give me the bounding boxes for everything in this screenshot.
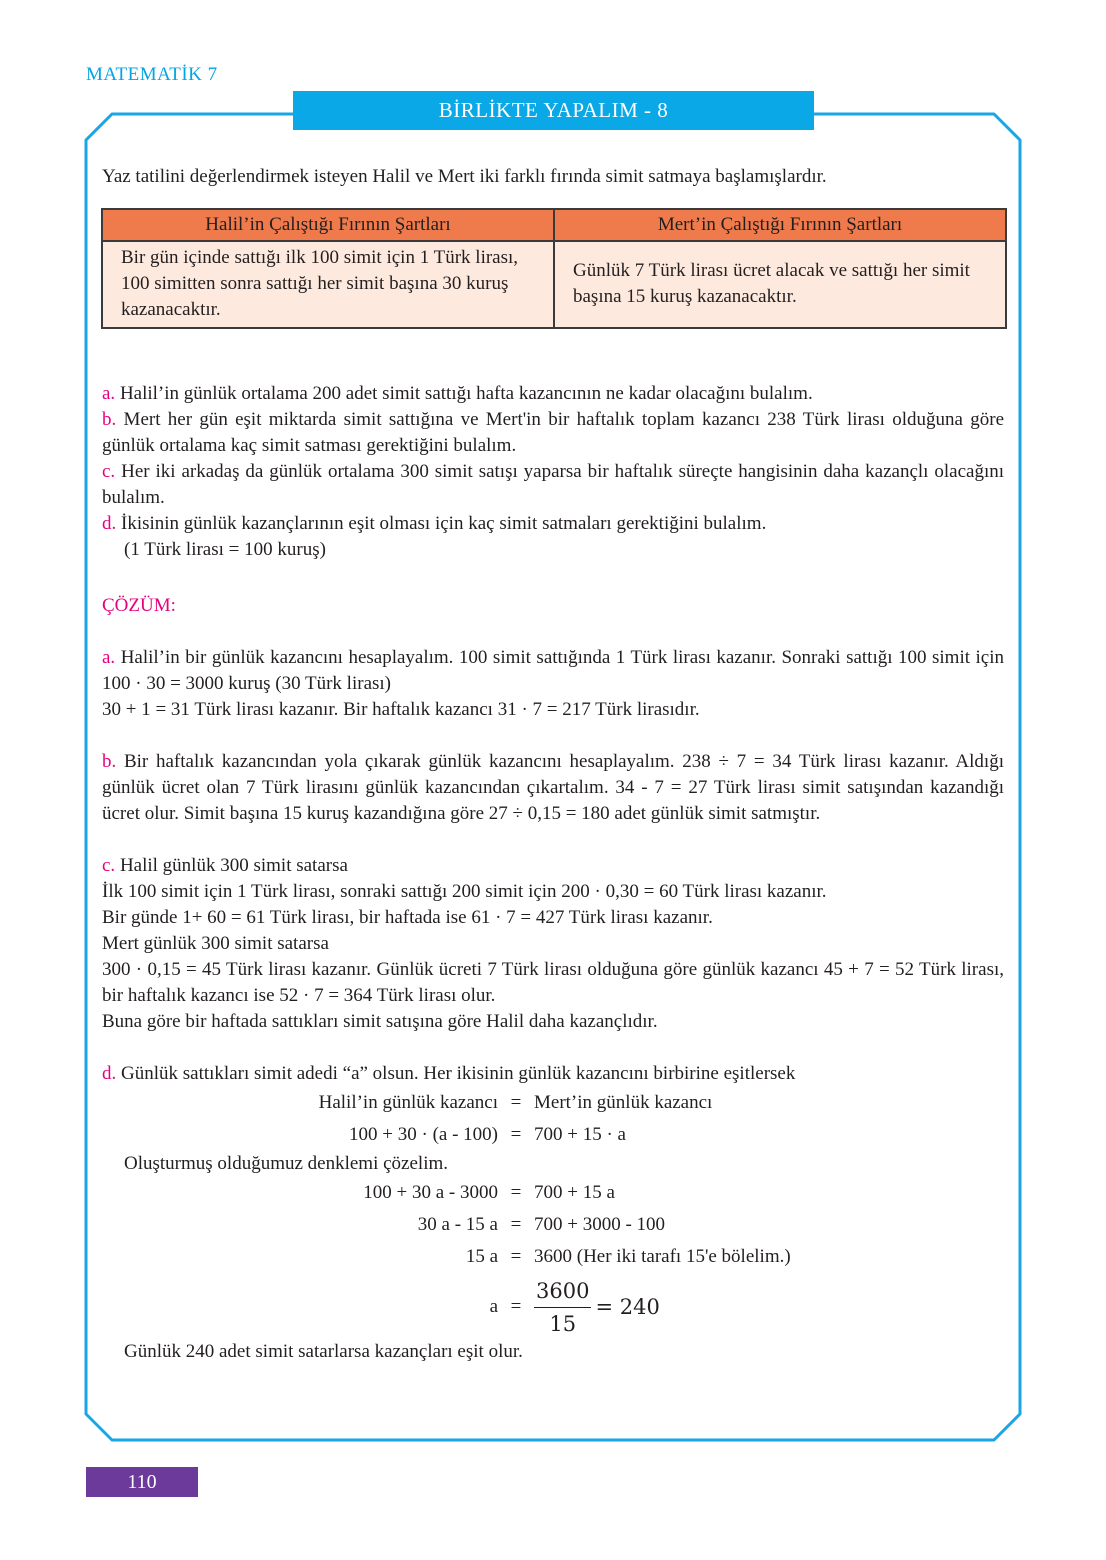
question-a: a. Halil’in günlük ortalama 200 adet simit sattığı hafta kazancının ne kadar olacağını bulalım. — [102, 383, 813, 404]
question-c: c. Her iki arkadaş da günlük ortalama 300 simit satışı yaparsa bir haftalık süreçte hangisinin daha kazançlı olacağını bulalım. — [102, 461, 1004, 508]
table-cell-mert: Günlük 7 Türk lirası ücret alacak ve sattığı her simit başına 15 kuruş kazanacaktır. — [554, 241, 1006, 328]
equation-row: 15 a = 3600 (Her iki tarafı 15'e bölelim.) — [465, 1246, 791, 1267]
equation-row: 30 a - 15 a = 700 + 3000 - 100 — [417, 1214, 666, 1235]
question-d: d. İkisinin günlük kazançlarının eşit olması için kaç simit satmaları gerektiğini bulalım. — [102, 513, 767, 534]
equation-row: 100 + 30 · (a - 100) = 700 + 15 · a — [349, 1124, 626, 1145]
solution-c: c. Halil günlük 300 simit satarsa İlk 100 simit için 1 Türk lirası, sonraki sattığı 200 simit için 200 · 0,30 = 60 Türk lirası kazanır. Bir günde 1+ 60 = 61 Türk lirası, bir haftada ise 61 · 7 = 427 Türk lirası kazanır. Mert günlük 300 simit satarsa 300 · 0,15 = 45 Türk lirası kazanır. Günlük ücreti 7 Türk lirası olduğuna göre günlük kazancı 45 + 7 = 52 Türk lirası, bir haftalık kazancı ise 52 · 7 = 364 Türk lirası olur. Buna göre bir haftada sattıkları simit satışına göre Halil daha kazançlıdır. — [102, 855, 1004, 1032]
equation-row: 100 + 30 a - 3000 = 700 + 15 a — [363, 1182, 615, 1203]
solution-a: a. Halil’in bir günlük kazancını hesaplayalım. 100 simit sattığında 1 Türk lirası kazanır. Sonraki sattığı 100 simit için 100 · 30 = 3000 kuruş (30 Türk lirası) 30 + 1 = 31 Türk lirası kazanır. Bir haftalık kazancı 31 · 7 = 217 Türk lirasıdır. — [102, 647, 1004, 720]
solution-d: d. Günlük sattıkları simit adedi “a” olsun. Her ikisinin günlük kazancını birbirine eşitlersek Halil’in günlük kazancı = Mert’in günlük kazancı 100 + 30 · (a - 100) = 700 + 15 · a Oluşturmuş olduğumuz denklemi çözelim. 100 + 30 a - 3000 = 700 + 15 a 30 a - 15 a = 700 + 3000 - 100 15 a = 3600 (Her iki tarafı 15'e bölelim.) a = $\frac{3600}{15}$ = 240 Günlük 240 adet simit satarlarsa kazançları eşit olur. — [102, 1061, 1004, 1365]
page-content — [102, 164, 1004, 1365]
question-b: b. Mert her gün eşit miktarda simit sattığına ve Mert'in bir haftalık toplam kazancı 238 Türk lirası olduğuna göre günlük ortalama kaç simit satması gerektiğini bulalım. — [102, 409, 1005, 456]
book-title: MATEMATİK 7 — [86, 64, 218, 85]
unit-note: (1 Türk lirası = 100 kuruş) — [124, 539, 326, 560]
table-header-halil: Halil’in Çalıştığı Fırının Şartları — [102, 209, 554, 241]
table-cell-halil: Bir gün içinde sattığı ilk 100 simit için 1 Türk lirası, 100 simitten sonra sattığı her simit başına 30 kuruş kazanacaktır. — [102, 241, 554, 328]
equation-row: Halil’in günlük kazancı = Mert’in günlük kazancı — [318, 1092, 713, 1113]
table-header-mert: Mert’in Çalıştığı Fırının Şartları — [554, 209, 1006, 241]
fraction: $\frac{3600}{15}$ — [536, 1278, 590, 1336]
equation-intro: Oluşturmuş olduğumuz denklemi çözelim. — [124, 1153, 449, 1174]
questions — [102, 381, 1004, 563]
page-number: 110 — [86, 1467, 198, 1497]
fraction-equation: a = $\frac{3600}{15}$ = 240 — [489, 1278, 660, 1336]
conclusion: Günlük 240 adet simit satarlarsa kazançları eşit olur. — [124, 1341, 523, 1362]
solution-b: b. Bir haftalık kazancından yola çıkarak günlük kazancını hesaplayalım. 238 ÷ 7 = 34 Türk lirası kazanır. Aldığı günlük ücret olan 7 Türk lirasını günlük kazancından çıkartalım. 34 - 7 = 27 Türk lirası simit satışından kazandığı ücret olur. Simit başına 15 kuruş kazandığına göre 27 ÷ 0,15 = 180 adet günlük simit satmıştır. — [102, 751, 1004, 824]
conditions-table — [101, 208, 1007, 329]
intro-text: Yaz tatilini değerlendirmek isteyen Halil ve Mert iki farklı fırında simit satmaya başlamışlardır. — [102, 166, 827, 187]
solution-title: ÇÖZÜM: — [102, 595, 176, 616]
section-banner: BİRLİKTE YAPALIM - 8 — [293, 91, 814, 130]
